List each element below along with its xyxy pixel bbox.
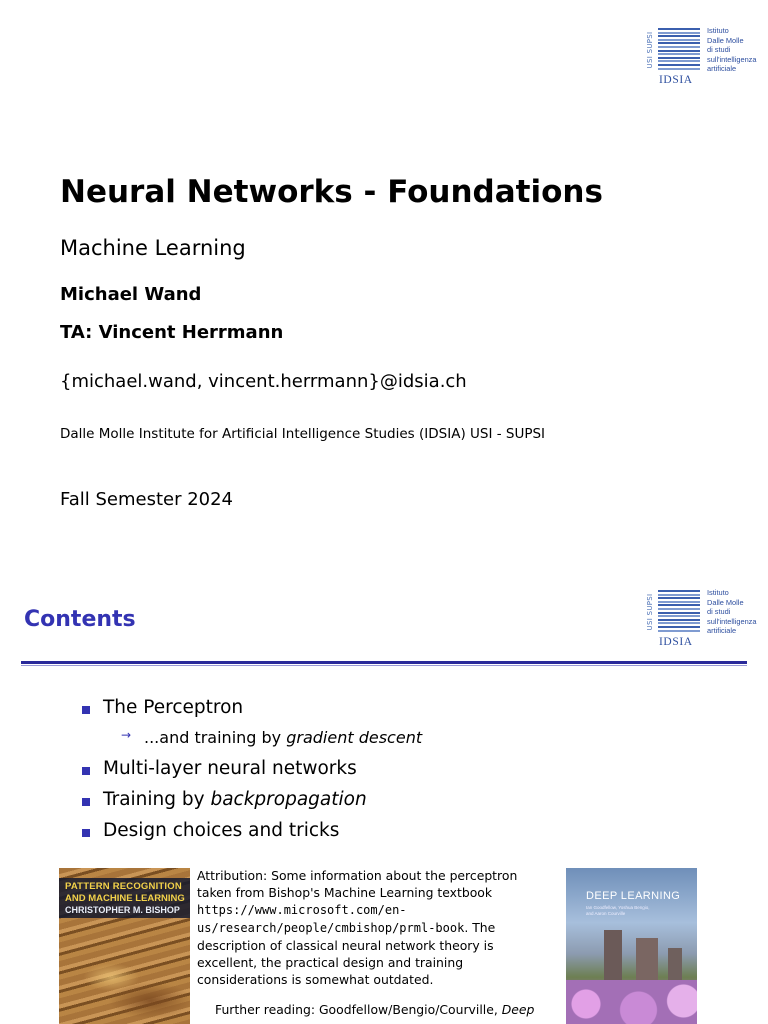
list-item: The Perceptron: [80, 697, 422, 728]
book-title-line: AND MACHINE LEARNING: [65, 893, 185, 904]
further-reading: Further reading: Goodfellow/Bengio/Courville, Deep: [215, 1002, 535, 1017]
contents-heading: Contents: [24, 607, 136, 632]
bishop-book-cover: [59, 868, 190, 1024]
header-rule: [21, 661, 747, 664]
book-author: CHRISTOPHER M. BISHOP: [65, 905, 180, 915]
semester: Fall Semester 2024: [60, 489, 234, 510]
author-name: Michael Wand: [60, 284, 202, 305]
usi-supsi-label: USI SUPSI: [646, 593, 654, 631]
slide-title: Neural Networks - Foundations: [60, 174, 603, 210]
contents-list: [80, 697, 422, 851]
idsia-logo: [645, 24, 761, 88]
attribution-text: Attribution: Some information about the perceptron taken from Bishop's Machine Learning textbook https://www.microsoft.com/en-us/research/people/cmbishop/prml-book. The description of classical neural network theory is excellent, the practical design and training considerations is somewhat outdated.: [197, 868, 518, 987]
book-title-line: PATTERN RECOGNITION: [65, 881, 182, 892]
book-title: DEEP LEARNING: [586, 890, 681, 902]
list-item: Design choices and tricks: [80, 820, 422, 851]
logo-institute-text: Istituto Dalle Molle di studi sull'intelligenza artificiale: [707, 588, 757, 636]
logo-brand: IDSIA: [659, 74, 693, 86]
list-item: Multi-layer neural networks: [80, 758, 422, 789]
header-rule-light: [21, 665, 747, 666]
deep-learning-book-cover: [566, 868, 697, 1024]
list-subitem: → ...and training by gradient descent: [80, 728, 422, 758]
idsia-logo-2: [645, 586, 761, 650]
prml-link[interactable]: https://www.microsoft.com/en-us/research/people/cmbishop/prml-book: [197, 903, 465, 935]
book-authors: Ian Goodfellow, Yoshua Bengio, and Aaron Courville: [586, 905, 650, 916]
ta-name: TA: Vincent Herrmann: [60, 322, 284, 343]
contact-email: {michael.wand, vincent.herrmann}@idsia.ch: [60, 371, 467, 392]
institution: Dalle Molle Institute for Artificial Intelligence Studies (IDSIA) USI - SUPSI: [60, 426, 546, 442]
slide-subtitle: Machine Learning: [60, 236, 246, 260]
list-item: Training by backpropagation: [80, 789, 422, 820]
logo-stripes-icon: [658, 590, 700, 636]
usi-supsi-label: USI SUPSI: [646, 31, 654, 69]
logo-stripes-icon: [658, 28, 700, 74]
logo-brand: IDSIA: [659, 636, 693, 648]
logo-institute-text: Istituto Dalle Molle di studi sull'intelligenza artificiale: [707, 26, 757, 74]
